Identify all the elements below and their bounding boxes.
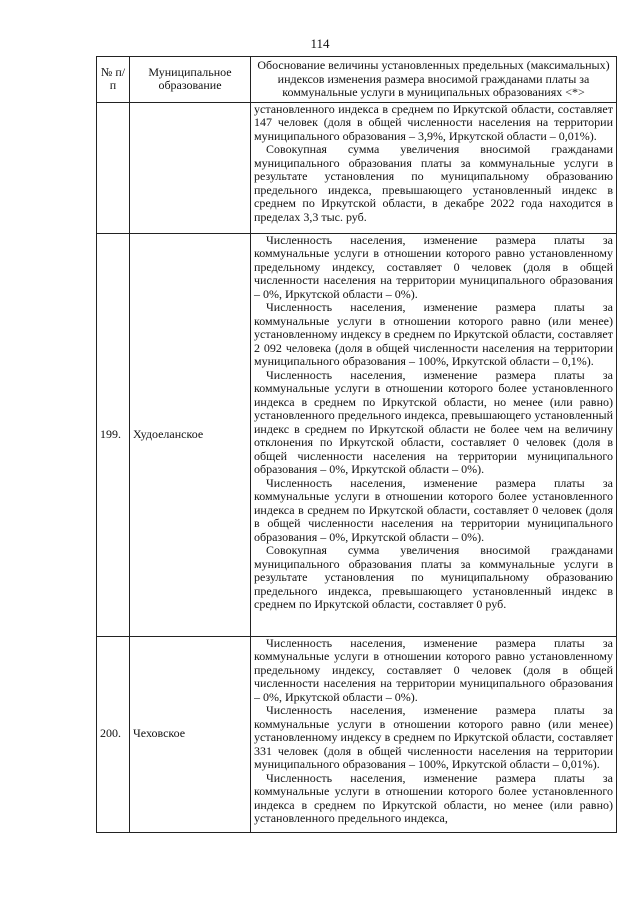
header-municipality: Муниципальное образование: [130, 57, 251, 103]
row-number: 200.: [97, 636, 130, 832]
justification-clip: [254, 637, 613, 826]
justification-paragraph: Численность населения, изменение размера платы за коммунальные услуги в отношении которого более установленного индекса в среднем по Иркутской области, составляет 0 человек (доля в общей численности населения на территории муниципального образования – 0%, Иркутской области – 0%).: [254, 475, 613, 544]
page-number: 114: [310, 36, 330, 51]
justification-paragraph: Численность населения, изменение размера платы за коммунальные услуги в отношении которого равно (или менее) установленному индексу в среднем по Иркутской области, составляет 2 092 человека (доля в общей численности населения на территории муниципального образования – 100%, Иркутской области – 0,1%).: [254, 300, 613, 368]
row-number: 199.: [97, 233, 130, 636]
table-row: [97, 102, 617, 233]
row-municipality: Худоеланское: [130, 233, 251, 636]
row-municipality: [130, 102, 251, 233]
header-number: № п/п: [97, 57, 130, 103]
justification-paragraph: Совокупная сумма увеличения вносимой гражданами муниципального образования платы за коммунальные услуги в результате установления по муниципальному образованию предельного индекса, превышающего установленный индекс в среднем по Иркутской области, в декабре 2022 года находится в пределах 3,3 тыс. руб.: [254, 142, 613, 224]
header-justification: Обоснование величины установленных предельных (максимальных) индексов изменения размера вносимой гражданами платы за коммунальные услуги в муниципальных образованиях <*>: [251, 57, 617, 103]
row-justification: [251, 636, 617, 832]
table-row: [97, 233, 617, 636]
row-number: [97, 102, 130, 233]
justification-paragraph: Численность населения, изменение размера платы за коммунальные услуги в отношении которого равно установленному предельному индексу, составляет 0 человек (доля в общей численности населения на территории муниципального образования – 0%, Иркутской области – 0%).: [254, 232, 613, 301]
row-justification: [251, 102, 617, 233]
justification-paragraph: Численность населения, изменение размера платы за коммунальные услуги в отношении которого более установленного индекса в среднем по Иркутской области, но менее (или равно) установленного предельного индекса,: [254, 770, 613, 825]
justification-paragraph: установленного индекса в среднем по Иркутской области, составляет 147 человек (доля в общей численности населения на территории муниципального образования – 3,9%, Иркутской области – 0,01%).: [254, 101, 613, 143]
justification-paragraph: Совокупная сумма увеличения вносимой гражданами муниципального образования платы за коммунальные услуги в результате установления по муниципальному образованию предельного индекса, превышающего установленный индекс в среднем по Иркутской области, составляет 0 руб.: [254, 543, 613, 611]
justification-paragraph: Численность населения, изменение размера платы за коммунальные услуги в отношении которого равно установленному предельному индексу, составляет 0 человек (доля в общей численности населения на территории муниципального образования – 0%, Иркутской области – 0%).: [254, 636, 613, 704]
justification-paragraph: Численность населения, изменение размера платы за коммунальные услуги в отношении которого равно (или менее) установленному индексу в среднем по Иркутской области, составляет 331 человек (доля в общей численности населения на территории муниципального образования – 100%, Иркутской области – 0,01%).: [254, 703, 613, 771]
document-table: [96, 56, 617, 833]
row-justification: [251, 233, 617, 636]
row-municipality: Чеховское: [130, 636, 251, 832]
justification-paragraph: Численность населения, изменение размера платы за коммунальные услуги в отношении которого более установленного индекса в среднем по Иркутской области, но менее (или равно) установленного предельного индекса, превышающего установленный индекс в среднем по Иркутской области не более чем на величину отклонения по Иркутской области, составляет 0 человек (доля в общей численности населения на территории муниципального образования – 0%, Иркутской области – 0%).: [254, 367, 613, 476]
table-row: [97, 636, 617, 832]
table-header-row: [97, 57, 617, 103]
